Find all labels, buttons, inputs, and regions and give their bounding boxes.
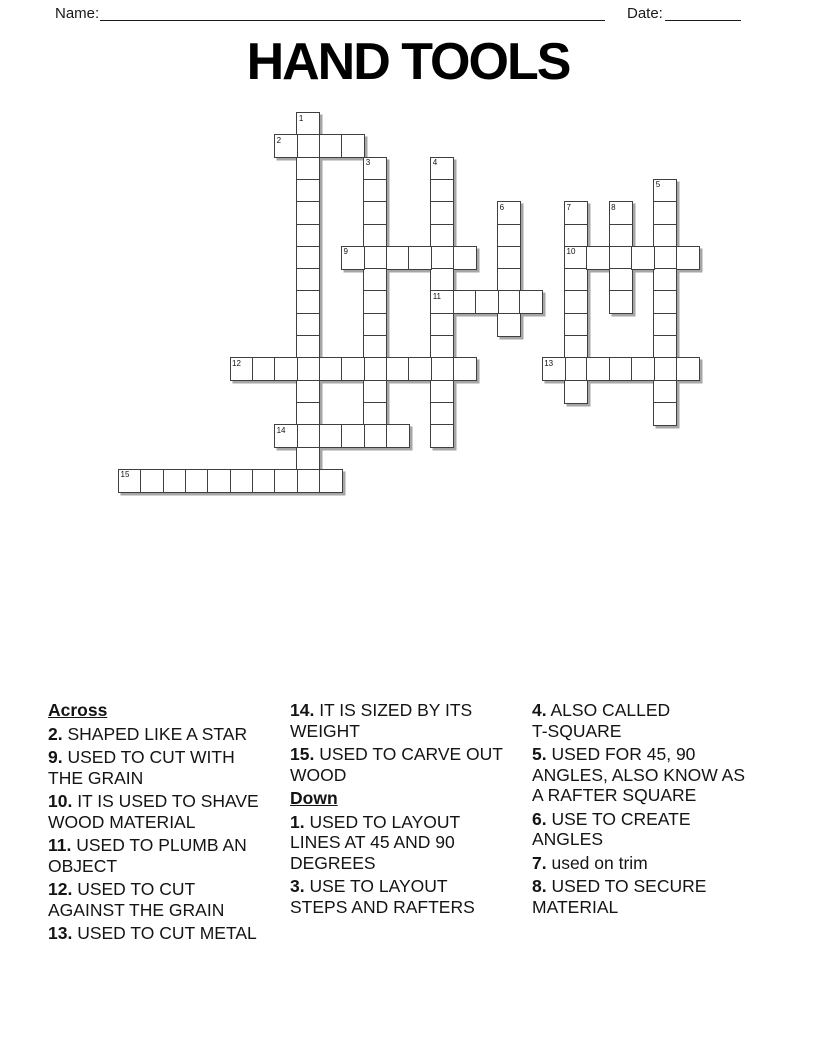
grid-cell[interactable] xyxy=(653,313,677,337)
grid-cell[interactable] xyxy=(296,112,320,136)
clue-12: 12. USED TO CUT AGAINST THE GRAIN xyxy=(48,879,225,920)
grid-cell[interactable] xyxy=(296,201,320,225)
grid-cell[interactable] xyxy=(430,201,454,225)
cell-number: 15 xyxy=(120,470,130,480)
grid-cell[interactable] xyxy=(341,246,365,270)
grid-cell[interactable] xyxy=(497,201,521,225)
grid-cell[interactable] xyxy=(230,469,254,493)
clue-11: 11. USED TO PLUMB AN OBJECT xyxy=(48,835,247,876)
grid-cell[interactable] xyxy=(363,335,387,359)
grid-cell[interactable] xyxy=(363,201,387,225)
grid-cell[interactable] xyxy=(676,246,700,270)
cell-number: 7 xyxy=(566,202,571,212)
grid-cell[interactable] xyxy=(430,179,454,203)
grid-cell[interactable] xyxy=(430,224,454,248)
grid-cell[interactable] xyxy=(296,134,320,158)
clue-number: 10. xyxy=(48,791,73,811)
clue-6: 6. USE TO CREATE ANGLES xyxy=(532,808,691,849)
clue-9: 9. USED TO CUT WITH THE GRAIN xyxy=(48,747,235,788)
grid-cell[interactable] xyxy=(609,290,633,314)
grid-cell[interactable] xyxy=(296,268,320,292)
grid-cell[interactable] xyxy=(363,268,387,292)
grid-cell[interactable] xyxy=(609,357,633,381)
grid-cell[interactable] xyxy=(363,157,387,181)
grid-cell[interactable] xyxy=(631,357,655,381)
cell-number: 11 xyxy=(432,291,441,301)
grid-cell[interactable] xyxy=(430,402,454,426)
grid-cell[interactable] xyxy=(319,424,343,448)
grid-cell[interactable] xyxy=(386,424,410,448)
grid-cell[interactable] xyxy=(653,290,677,314)
grid-cell[interactable] xyxy=(363,380,387,404)
grid-cell[interactable] xyxy=(274,469,298,493)
grid-cell[interactable] xyxy=(319,357,343,381)
grid-cell[interactable] xyxy=(609,246,633,270)
clue-2: 2. SHAPED LIKE A STAR xyxy=(48,723,248,744)
grid-cell[interactable] xyxy=(564,246,588,270)
grid-cell[interactable] xyxy=(341,357,365,381)
clue-10: 10. IT IS USED TO SHAVE WOOD MATERIAL xyxy=(48,791,259,832)
date-blank-line[interactable] xyxy=(665,5,741,21)
grid-cell[interactable] xyxy=(341,424,365,448)
grid-cell[interactable] xyxy=(453,290,477,314)
grid-cell[interactable] xyxy=(564,201,588,225)
grid-cell[interactable] xyxy=(564,335,588,359)
grid-cell[interactable] xyxy=(653,201,677,225)
grid-cell[interactable] xyxy=(653,246,677,270)
clue-14: 14. IT IS SIZED BY ITS WEIGHT xyxy=(290,700,473,741)
grid-cell[interactable] xyxy=(163,469,187,493)
grid-cell[interactable] xyxy=(230,357,254,381)
grid-cell[interactable] xyxy=(363,424,387,448)
cell-number: 5 xyxy=(655,180,661,190)
grid-cell[interactable] xyxy=(430,357,454,381)
clue-1: 1. USED TO LAYOUT LINES AT 45 AND 90 DEGREES xyxy=(290,811,461,873)
grid-cell[interactable] xyxy=(296,246,320,270)
grid-cell[interactable] xyxy=(653,335,677,359)
grid-cell[interactable] xyxy=(363,357,387,381)
grid-cell[interactable] xyxy=(653,179,677,203)
clue-number: 11. xyxy=(48,835,72,855)
cell-number: 9 xyxy=(343,247,348,257)
grid-cell[interactable] xyxy=(453,357,477,381)
grid-cell[interactable] xyxy=(497,246,521,270)
grid-cell[interactable] xyxy=(430,246,454,270)
grid-cell[interactable] xyxy=(564,224,588,248)
grid-cell[interactable] xyxy=(453,246,477,270)
clue-number: 15. xyxy=(290,744,315,764)
cell-number: 1 xyxy=(298,113,304,123)
grid-cell[interactable] xyxy=(296,335,320,359)
grid-cell[interactable] xyxy=(653,268,677,292)
grid-cell[interactable] xyxy=(586,357,610,381)
clues-column-1 xyxy=(48,700,290,947)
grid-cell[interactable] xyxy=(519,290,543,314)
page-title: HAND TOOLS xyxy=(246,33,570,91)
clue-number: 9. xyxy=(48,747,63,767)
grid-cell[interactable] xyxy=(430,157,454,181)
clue-number: 1. xyxy=(290,811,305,832)
cell-number: 8 xyxy=(611,202,616,212)
grid-cell[interactable] xyxy=(363,313,387,337)
grid-cell[interactable] xyxy=(653,357,677,381)
clue-number: 14. xyxy=(290,700,315,720)
clue-8: 8. USED TO SECURE MATERIAL xyxy=(532,876,707,917)
grid-cell[interactable] xyxy=(140,469,164,493)
grid-cell[interactable] xyxy=(207,469,231,493)
grid-cell[interactable] xyxy=(296,224,320,248)
grid-cell[interactable] xyxy=(609,224,633,248)
clue-3: 3. USE TO LAYOUT STEPS AND RAFTERS xyxy=(290,876,475,917)
grid-cell[interactable] xyxy=(296,157,320,181)
name-label: Name: xyxy=(55,5,100,22)
clues-column-2 xyxy=(290,700,532,920)
cell-number: 10 xyxy=(566,247,576,257)
cell-number: 3 xyxy=(365,158,371,168)
grid-cell[interactable] xyxy=(586,246,610,270)
grid-cell[interactable] xyxy=(319,134,343,158)
grid-cell[interactable] xyxy=(430,290,454,314)
grid-cell[interactable] xyxy=(118,469,142,493)
grid-cell[interactable] xyxy=(252,357,276,381)
grid-cell[interactable] xyxy=(319,469,343,493)
grid-cell[interactable] xyxy=(430,424,454,448)
grid-cell[interactable] xyxy=(430,335,454,359)
grid-cell[interactable] xyxy=(430,380,454,404)
grid-cell[interactable] xyxy=(296,357,320,381)
clue-number: 2. xyxy=(48,723,63,744)
across-heading: Across xyxy=(48,700,108,720)
down-heading: Down xyxy=(290,788,338,808)
grid-cell[interactable] xyxy=(609,201,633,225)
grid-cell[interactable] xyxy=(296,424,320,448)
grid-cell[interactable] xyxy=(363,290,387,314)
grid-cell[interactable] xyxy=(363,402,387,426)
grid-cell[interactable] xyxy=(430,313,454,337)
grid-cell[interactable] xyxy=(542,357,566,381)
cell-number: 4 xyxy=(432,158,438,168)
clue-number: 3. xyxy=(290,876,305,896)
grid-cell[interactable] xyxy=(408,246,432,270)
grid-cell[interactable] xyxy=(252,469,276,493)
grid-cell[interactable] xyxy=(408,357,432,381)
grid-cell[interactable] xyxy=(296,469,320,493)
grid-cell[interactable] xyxy=(676,357,700,381)
clue-number: 8. xyxy=(532,876,547,896)
grid-cell[interactable] xyxy=(653,380,677,404)
grid-cell[interactable] xyxy=(341,134,365,158)
grid-cell[interactable] xyxy=(497,290,521,314)
clue-number: 7. xyxy=(532,852,547,873)
grid-cell[interactable] xyxy=(363,224,387,248)
cell-number: 6 xyxy=(499,202,505,212)
clue-number: 12. xyxy=(48,879,73,899)
grid-cell[interactable] xyxy=(296,179,320,203)
grid-cell[interactable] xyxy=(497,268,521,292)
grid-cell[interactable] xyxy=(296,313,320,337)
grid-cell[interactable] xyxy=(363,179,387,203)
cell-number: 2 xyxy=(276,135,282,145)
grid-cell[interactable] xyxy=(386,357,410,381)
grid-cell[interactable] xyxy=(475,290,499,314)
name-blank-line[interactable] xyxy=(100,5,605,21)
grid-cell[interactable] xyxy=(564,290,588,314)
clue-number: 6. xyxy=(532,808,547,829)
clue-4: 4. ALSO CALLED T-SQUARE xyxy=(532,700,671,741)
grid-cell[interactable] xyxy=(564,380,588,404)
clue-number: 5. xyxy=(532,744,547,764)
grid-cell[interactable] xyxy=(296,402,320,426)
clue-5: 5. USED FOR 45, 90 ANGLES, ALSO KNOW AS A RAFTER SQUARE xyxy=(532,744,745,805)
cell-number: 13 xyxy=(544,358,554,368)
grid-cell[interactable] xyxy=(653,402,677,426)
grid-cell[interactable] xyxy=(564,313,588,337)
grid-cell[interactable] xyxy=(274,424,298,448)
clue-15: 15. USED TO CARVE OUT WOOD xyxy=(290,744,503,785)
grid-cell[interactable] xyxy=(274,357,298,381)
grid-cell[interactable] xyxy=(296,380,320,404)
clue-13: 13. USED TO CUT METAL xyxy=(48,923,257,943)
clues-column-3 xyxy=(532,700,774,920)
grid-cell[interactable] xyxy=(609,268,633,292)
clue-number: 13. xyxy=(48,923,73,943)
grid-cell[interactable] xyxy=(363,246,387,270)
grid-cell[interactable] xyxy=(631,246,655,270)
grid-cell[interactable] xyxy=(296,290,320,314)
grid-cell[interactable] xyxy=(564,268,588,292)
grid-cell[interactable] xyxy=(497,224,521,248)
grid-cell[interactable] xyxy=(564,357,588,381)
grid-cell[interactable] xyxy=(296,447,320,471)
cell-number: 12 xyxy=(232,358,241,368)
clue-number: 4. xyxy=(532,700,547,720)
grid-cell[interactable] xyxy=(185,469,209,493)
grid-cell[interactable] xyxy=(386,246,410,270)
cell-number: 14 xyxy=(276,425,286,435)
grid-cell[interactable] xyxy=(497,313,521,337)
grid-cell[interactable] xyxy=(274,134,298,158)
date-label: Date: xyxy=(627,5,663,22)
grid-cell[interactable] xyxy=(653,224,677,248)
grid-cell[interactable] xyxy=(430,268,454,292)
clue-7: 7. used on trim xyxy=(532,852,648,873)
